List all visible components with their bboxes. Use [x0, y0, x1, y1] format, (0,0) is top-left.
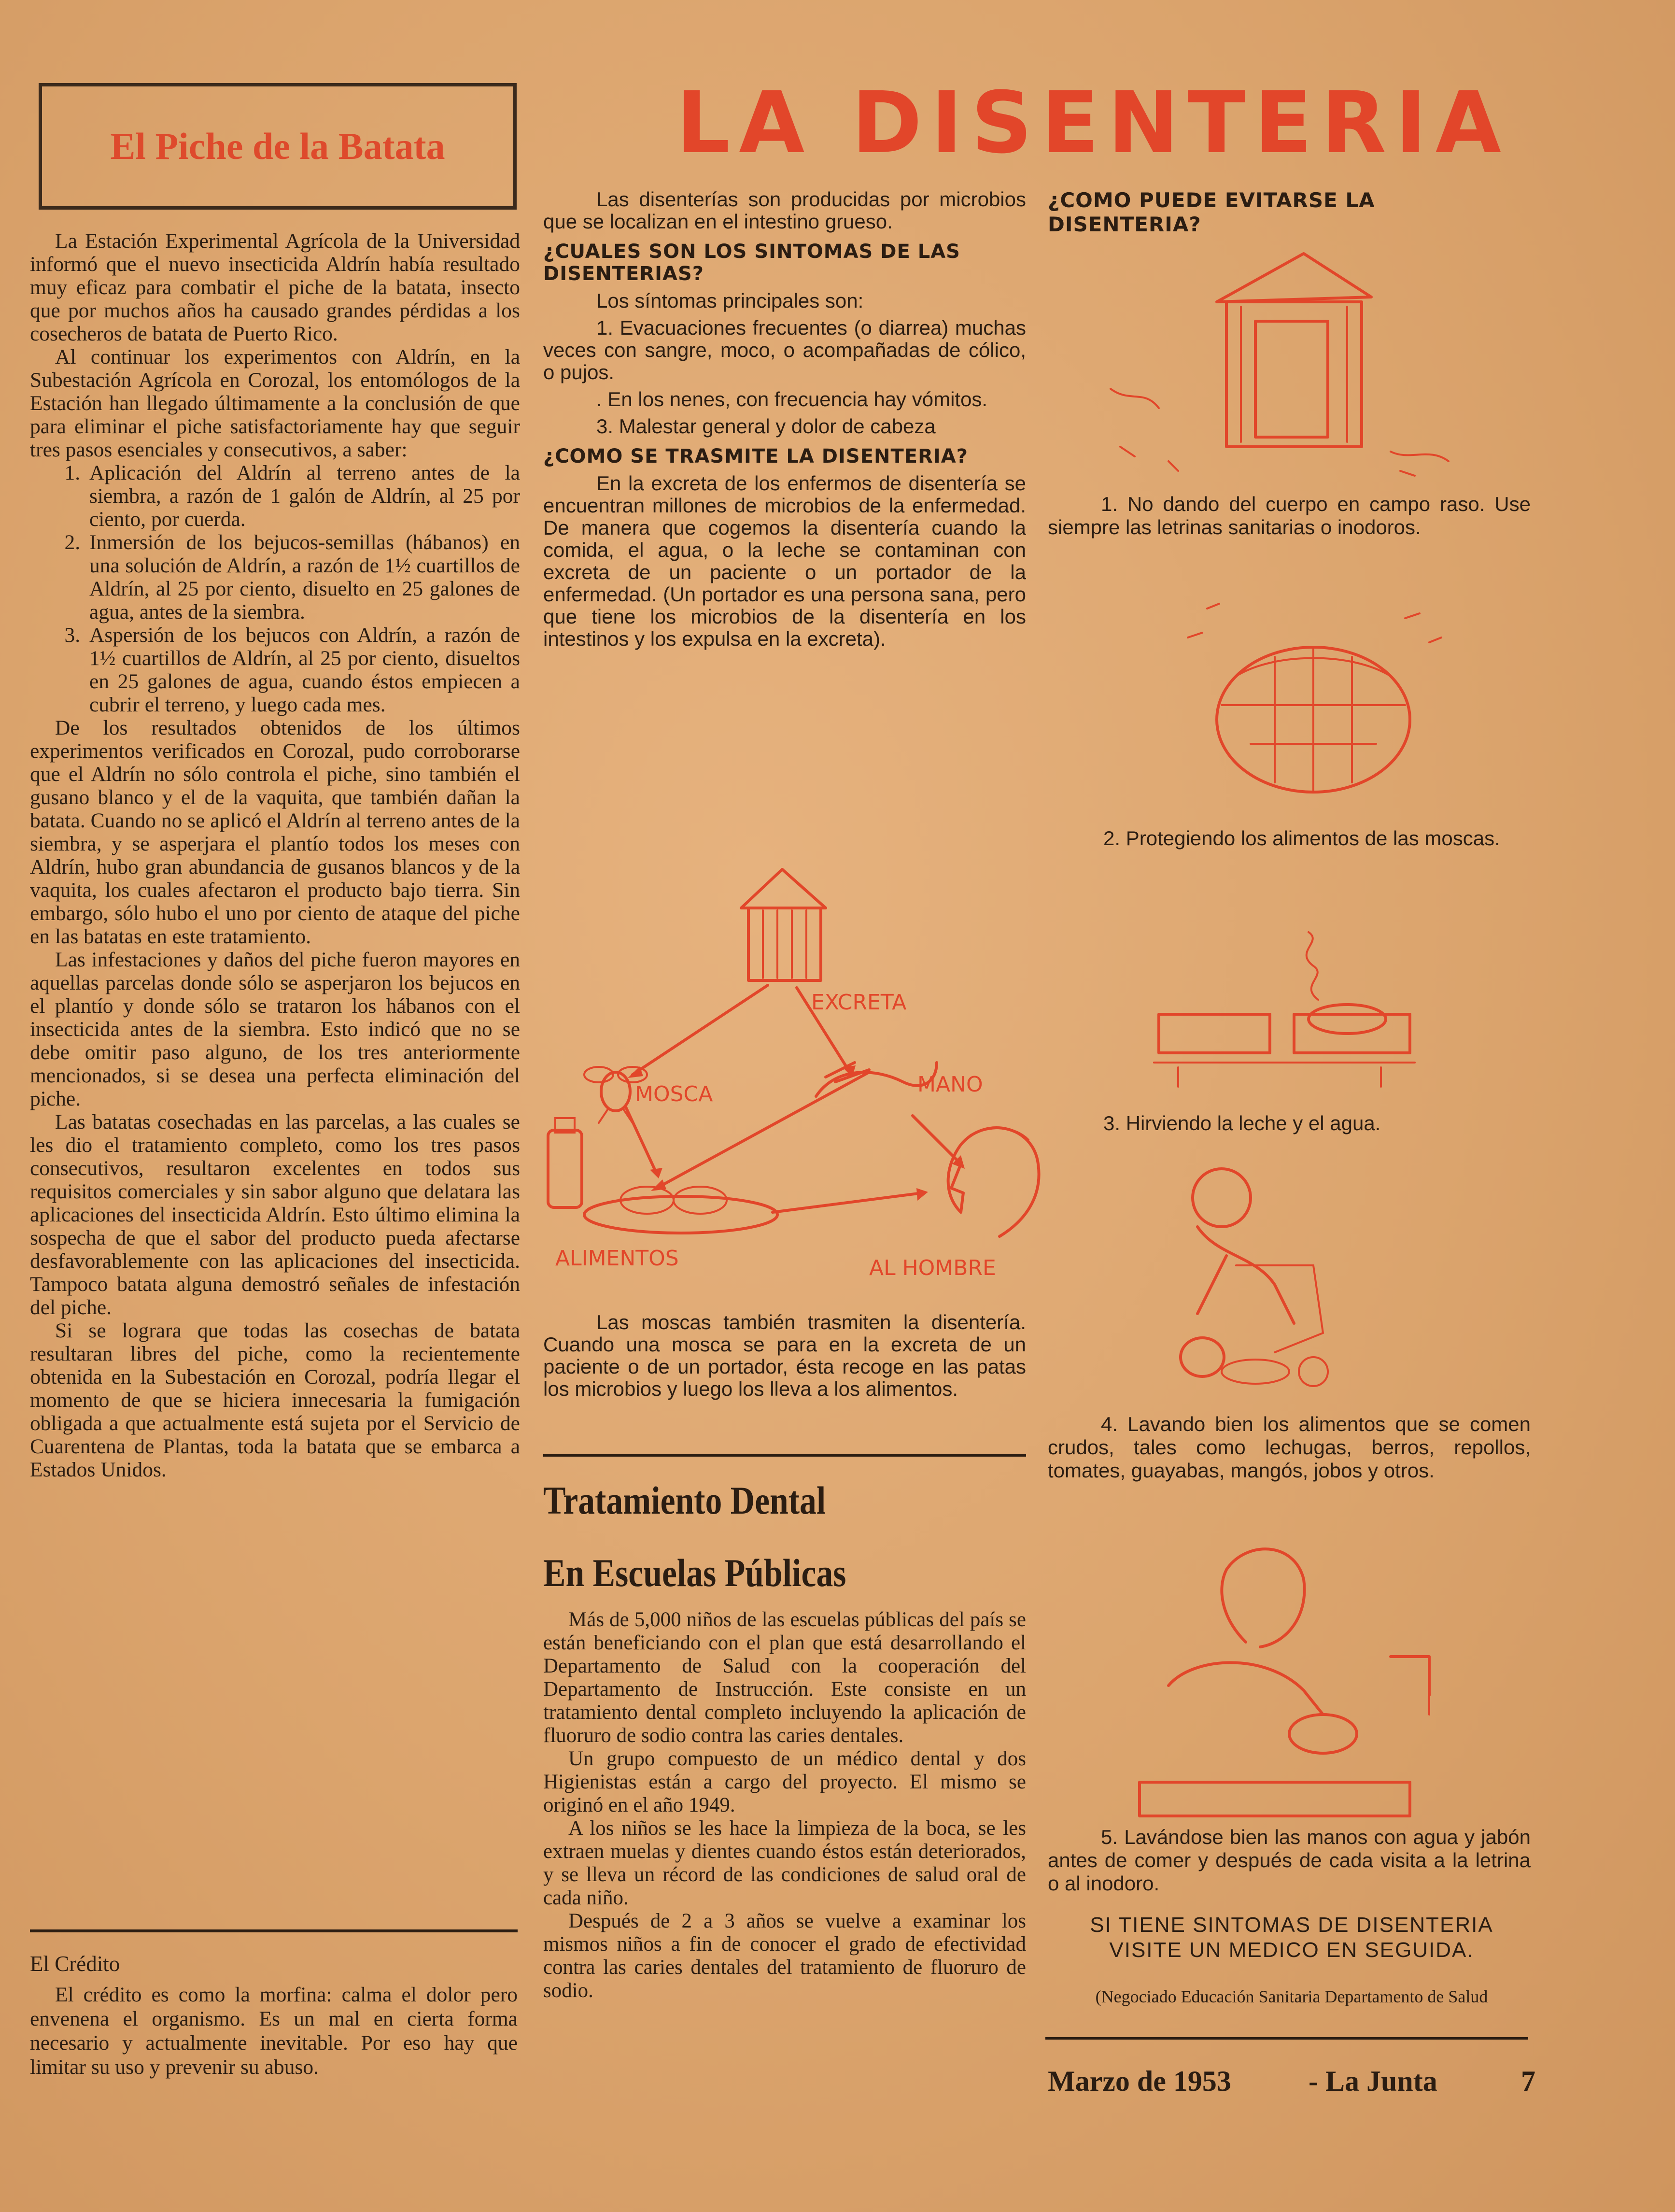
page-number: 7	[1521, 2065, 1535, 2097]
transmission-heading: ¿COMO SE TRASMITE LA DISENTERIA?	[543, 445, 968, 468]
left-divider	[30, 1929, 518, 1932]
doctor-advice-line: VISITE UN MEDICO EN SEGUIDA.	[1109, 1938, 1474, 1962]
left-step: 2. Inmersión de los bejucos-semillas (hábanos) en una solución de Aldrín, a razón de 1½ cuartillos de Aldrín, al 25 por ciento, disuelto en 25 galones de agua, antes de la siembra.	[85, 531, 520, 624]
intro-paragraph: Las disenterías son producidas por microbios que se localizan en el intestino grueso.	[543, 188, 1026, 233]
washing-hands-illustration	[1120, 1531, 1458, 1830]
left-article-title: El Piche de la Batata	[110, 125, 445, 167]
footer-publication: - La Junta	[1309, 2065, 1437, 2097]
left-paragraph: De los resultados obtenidos de los últimos experimentos verificados en Corozal, pudo corroborarse que el Aldrín no sólo controla el piche, sino también el gusano blanco y el de la vaquita, que también dañan la batata. Cuando no se aplicó el Aldrín al terreno antes de la siembra, y se asperjara el plantío todos los meses con Aldrín, hubo gran abundancia de gusanos blancos y de la vaquita, los cuales afectaron el producto bajo tierra. Sin embargo, sólo hubo el uno por ciento de ataque del piche en las batatas en este tratamiento.	[30, 716, 520, 948]
left-article-body	[30, 229, 520, 1481]
left-step: 3. Aspersión de los bejucos con Aldrín, a razón de 1½ cuartillos de Aldrín, al 25 por ciento, disueltos en 25 galones de agua, cuando éstos empiecen a cubrir el terreno, y luego cada mes.	[85, 624, 520, 716]
main-title: LA DISENTERIA	[676, 73, 1510, 172]
latrine-illustration	[1101, 244, 1468, 485]
dental-paragraph: A los niños se les hace la limpieza de la boca, se les extraen muelas y dientes cuando éstos están deteriorados, y se lleva un récord de las condiciones de salud oral de cada niño.	[543, 1817, 1026, 1909]
prevention-caption-1: 1. No dando del cuerpo en campo raso. Use siempre las letrinas sanitarias o inodoros.	[1048, 493, 1531, 539]
prevention-caption-4: 4. Lavando bien los alimentos que se comen crudos, tales como lechugas, berros, repollos, tomates, guayabas, mangós, jobos y otros.	[1048, 1413, 1531, 1482]
credit-note: (Negociado Educación Sanitaria Departamento de Salud	[1095, 1987, 1488, 2006]
left-paragraph: Las infestaciones y daños del piche fueron mayores en aquellas parcelas donde sólo se asperjaron los bejucos en el plantío y donde sólo se trataron los hábanos con el insecticida antes de la siembra. Esto indicó que no se debe omitir paso alguno, de los tres anteriormente mencionados, si se desea una perfecta eliminación del piche.	[30, 948, 520, 1110]
dental-paragraph: Un grupo compuesto de un médico dental y dos Higienistas están a cargo del proyecto. El mismo se originó en el año 1949.	[543, 1747, 1026, 1816]
symptom-item: 1. Evacuaciones frecuentes (o diarrea) muchas veces con sangre, moco, o acompañadas de cólico, o pujos.	[543, 316, 1026, 383]
flies-paragraph-block	[543, 1311, 1026, 1400]
man-head-icon	[948, 1128, 1039, 1236]
dental-paragraph: Más de 5,000 niños de las escuelas públicas del país se están beneficiando con el plan que está desarrollando el Departamento de Salud con la cooperación del Departamento de Instrucción. Este consiste en un tratamiento dental completo incluyendo la aplicación de fluoruro de sodio contra las caries dentales.	[543, 1608, 1026, 1747]
diagram-label-hombre: AL HOMBRE	[869, 1256, 996, 1280]
footer-date: Marzo de 1953	[1048, 2065, 1231, 2097]
outhouse-icon	[741, 869, 826, 980]
doctor-advice-line: SI TIENE SINTOMAS DE DISENTERIA	[1090, 1913, 1493, 1937]
washing-food-illustration	[1168, 1159, 1439, 1405]
prevention-heading: ¿COMO PUEDE EVITARSE LA DISENTERIA?	[1048, 188, 1375, 236]
prevention-caption-2: 2. Protegiendo los alimentos de las moscas.	[1103, 827, 1500, 850]
left-title-box	[39, 83, 517, 210]
milk-bottle-icon	[548, 1118, 582, 1207]
prevention-caption-3: 3. Hirviendo la leche y el agua.	[1103, 1112, 1381, 1134]
transmission-paragraph: En la excreta de los enfermos de disentería se encuentran millones de microbios de la enfermedad. De manera que cogemos la disentería cuando la comida, el agua, o la leche se contaminan con excreta de un paciente o un portador de la enfermedad. (Un portador es una persona sana, pero que tiene los microbios de la disentería en los intestinos y los expulsa en la excreta).	[543, 472, 1026, 650]
middle-divider	[543, 1454, 1026, 1457]
left-paragraph: Las batatas cosechadas en las parcelas, a las cuales se les dio el tratamiento completo, como los tres pasos consecutivos, resultaron excelentes en todos sus requisitos comerciales y sin sabor alguno que delatara las aplicaciones del insecticida Aldrín. Esto último elimina la sospecha de que el sabor del producto pueda afectarse desfavorablemente con las aplicaciones del insecticida. Tampoco batata alguna demostró señales de infestación del piche.	[30, 1110, 520, 1319]
left-paragraph: La Estación Experimental Agrícola de la Universidad informó que el nuevo insecticida Aldrín había resultado muy eficaz para combatir el piche de la batata, insecto que por muchos años ha causado grandes pérdidas a los cosecheros de batata de Puerto Rico.	[30, 229, 520, 345]
dental-subtitle: En Escuelas Públicas	[543, 1551, 846, 1595]
diagram-label-mano: MANO	[917, 1072, 983, 1097]
diagram-label-excreta: EXCRETA	[811, 990, 907, 1015]
covered-food-illustration	[1178, 599, 1449, 802]
dental-title: Tratamiento Dental	[543, 1478, 826, 1522]
symptom-item: . En los nenes, con frecuencia hay vómitos.	[596, 388, 988, 411]
prevention-caption-5: 5. Lavándose bien las manos con agua y jabón antes de comer y después de cada visita a la letrina o al inodoro.	[1048, 1826, 1531, 1895]
footer-divider	[1045, 2037, 1528, 2040]
symptoms-intro: Los síntomas principales son:	[596, 289, 864, 312]
left-paragraph: Si se lograra que todas las cosechas de batata resultaran libres del piche, como la recientemente obtenida en la Subestación en Corozal, podría llegar el momento de que se hiciera innecesaria la fumigación obligada a que actualmente está sujeta por el Servicio de Cuarentena de Plantas, toda la batata que se embarca a Estados Unidos.	[30, 1319, 520, 1481]
diagram-label-mosca: MOSCA	[635, 1082, 713, 1106]
transmission-diagram	[536, 855, 1077, 1285]
food-plate-icon	[584, 1187, 777, 1233]
boiling-pot-illustration	[1149, 922, 1420, 1096]
credito-body	[30, 1983, 518, 2079]
left-step: 1. Aplicación del Aldrín al terreno antes de la siembra, a razón de 1 galón de Aldrín, al 25 por ciento, por cuerda.	[85, 461, 520, 531]
symptom-item: 3. Malestar general y dolor de cabeza	[596, 415, 936, 438]
dysentery-article	[543, 188, 1026, 655]
flies-paragraph: Las moscas también trasmiten la disentería. Cuando una mosca se para en la excreta de un paciente o de un portador, ésta recoge en las patas los microbios y luego los lleva a los alimentos.	[543, 1311, 1026, 1400]
doctor-advice	[1048, 1913, 1535, 1963]
diagram-label-alimentos: ALIMENTOS	[555, 1246, 679, 1271]
symptoms-heading: ¿CUALES SON LOS SINTOMAS DE LAS DISENTERIAS?	[543, 241, 960, 285]
credito-paragraph: El crédito es como la morfina: calma el dolor pero envenena el organismo. Es un mal en cierta forma necesario y actualmente inevitable. Por eso hay que limitar su uso y prevenir su abuso.	[30, 1983, 518, 2079]
credito-title: El Crédito	[30, 1952, 120, 1976]
dental-paragraph: Después de 2 a 3 años se vuelve a examinar los mismos niños a fin de conocer el grado de efectividad contra las caries dentales del tratamiento de fluoruro de sodio.	[543, 1910, 1026, 2002]
left-steps-list	[30, 461, 520, 716]
dental-article-body	[543, 1608, 1026, 2002]
left-paragraph: Al continuar los experimentos con Aldrín, en la Subestación Agrícola en Corozal, los entomólogos de la Estación han llegado últimamente a la conclusión de que para eliminar el piche satisfactoriamente hay que seguir tres pasos esenciales y consecutivos, a saber:	[30, 345, 520, 461]
